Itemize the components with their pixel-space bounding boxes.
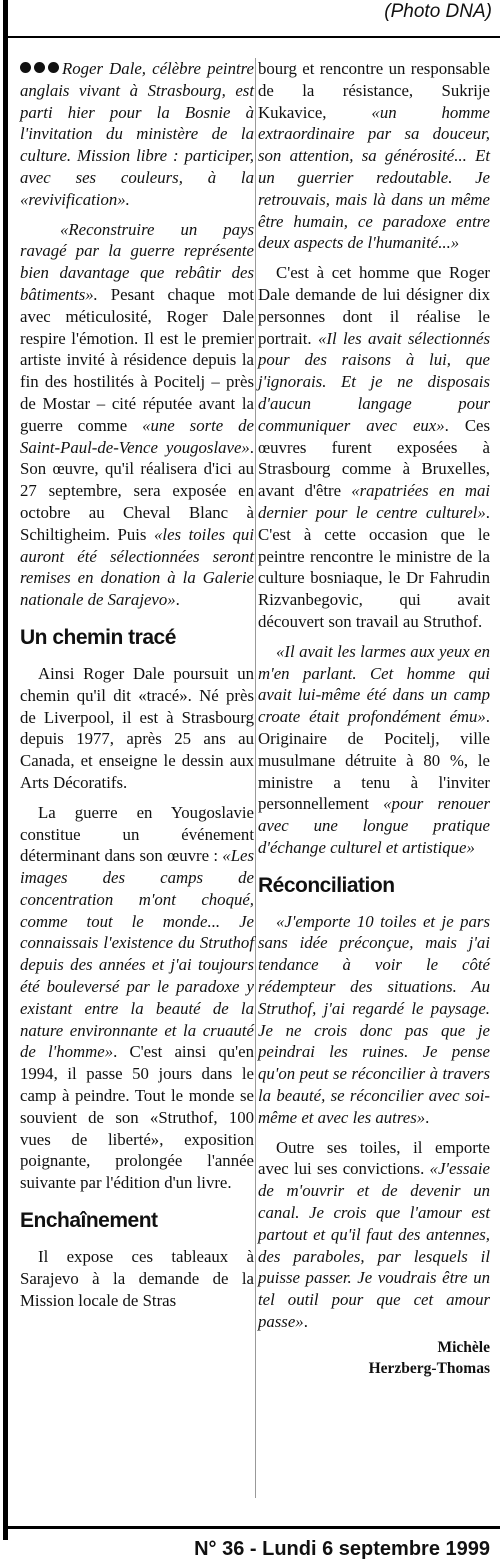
photo-credit: (Photo DNA) bbox=[384, 1, 492, 22]
subheading-reconciliation: Réconciliation bbox=[258, 873, 395, 897]
body-paragraph: C'est à cet homme que Roger Dale demande de lui désigner dix personnes dont il réalise le portrait. «Il les avait sélectionnés pour des raisons à lui, que j'ignorais. Et je ne disposais d'aucun langage pour communiquer avec eux». Ces œuvres furent exposées à Strasbourg comme à Bruxelles, avant d'être «rapatriées en mai dernier pour le centre culturel». C'est à cette occasion que le peintre rencontre le ministre de la culture bosniaque, le Dr Fahrudin Rizvanbegovic, qui avait découvert son travail au Struthof. bbox=[258, 263, 491, 631]
issue-footer: N° 36 - Lundi 6 septembre 1999 bbox=[194, 1538, 490, 1560]
body-paragraph: «Reconstruire un pays ravagé par la guerre représente bien davantage que rebâtir des bâtiments». Pesant chaque mot avec méticulosité, Roger Dale respire l'émotion. Il est le premier artiste invité à résidence depuis la fin des hostilités à Pocitelj – près de Mostar – cité réputée avant la guerre comme «une sorte de Saint-Paul-de-Vence yougoslave». Son œuvre, qu'il réalisera d'ici au 27 septembre, sera exposée en octobre au Cheval Blanc à Schiltigheim. Puis «les toiles qui auront été sélectionnées seront remises en donation à la Galerie nationale de Sarajevo». bbox=[20, 219, 254, 610]
bullet-icon bbox=[48, 62, 59, 73]
subheading-enchainement: Enchaînement bbox=[20, 1209, 158, 1233]
left-border-rule bbox=[3, 0, 8, 1540]
article-column-1 bbox=[20, 58, 254, 1311]
author-signature: Michèle Herzberg-Thomas bbox=[368, 1338, 490, 1377]
body-paragraph: «J'emporte 10 toiles et je pars sans idée préconçue, mais j'ai tendance à voir le côté rédempteur des situations. Au Struthof, j'ai regardé le paysage. Je ne crois donc pas que je peindrai les ruines. Je pense qu'on peut se réconcilier à travers la beauté, se réconcilier avec soi-même et avec les autres». bbox=[258, 911, 490, 1127]
top-rule bbox=[8, 36, 500, 38]
lead-text: Roger Dale, célèbre peintre anglais vivant à Strasbourg, est parti hier pour la Bosnie à l'invitation du ministère de la culture. Mission libre : participer, avec ses couleurs, à la «revivification». bbox=[20, 59, 254, 209]
body-paragraph: Ainsi Roger Dale poursuit un chemin qu'il dit «tracé». Né près de Liverpool, il est à Strasbourg depuis 1977, après 25 ans au Canada, et enseigne le dessin aux Arts Décoratifs. bbox=[20, 663, 254, 792]
body-paragraph: Il expose ces tableaux à Sarajevo à la demande de la Mission locale de Stras bbox=[20, 1247, 254, 1310]
body-paragraph: La guerre en Yougoslavie constitue un événement déterminant dans son œuvre : «Les images des camps de concentration m'ont choqué, comme tout le monde... Je connaissais l'existence du Struthof depuis des années et j'ai toujours été bouleversé par le paradoxe y existant entre la beauté de la nature environnante et la cruauté de l'homme». C'est ainsi qu'en 1994, il passe 50 jours dans le camp à peindre. Tout le monde se souvient de son «Struthof, 100 vues de liberté», exposition poignante, prolongée l'année suivante par l'édition d'un livre. bbox=[20, 802, 254, 1193]
body-paragraph: bourg et rencontre un responsable de la résistance, Sukrije Kukavice, «un homme extraordinaire par sa douceur, son attention, sa générosité... Et un guerrier redoutable. Je retrouvais, mais là dans un même être humain, ce paradoxe entre deux aspects de l'humanité...» bbox=[258, 59, 490, 253]
article-column-2 bbox=[258, 58, 490, 1379]
body-paragraph: Outre ses toiles, il emporte avec lui ses convictions. «J'essaie de m'ouvrir et de devenir un canal. Je crois que l'amour est partout et qu'il faut des antennes, des paraboles, par lesquels il puisse passer. Je voudrais être un tel outil pour que cet amour passe». bbox=[258, 1137, 490, 1332]
bottom-rule bbox=[8, 1526, 500, 1529]
bullet-icon bbox=[20, 62, 31, 73]
lead-paragraph bbox=[20, 58, 254, 211]
column-separator bbox=[255, 58, 256, 1498]
subheading-chemin: Un chemin tracé bbox=[20, 625, 176, 649]
body-paragraph: «Il avait les larmes aux yeux en m'en parlant. Cet homme qui avait lui-même été dans un camp croate était profondément ému». Originaire de Pocitelj, ville musulmane détruite à 80 %, le ministre a tenu à l'inviter personnellement «pour renouer avec une longue pratique d'échange culturel et artistique» bbox=[258, 641, 490, 857]
bullet-icon bbox=[34, 62, 45, 73]
